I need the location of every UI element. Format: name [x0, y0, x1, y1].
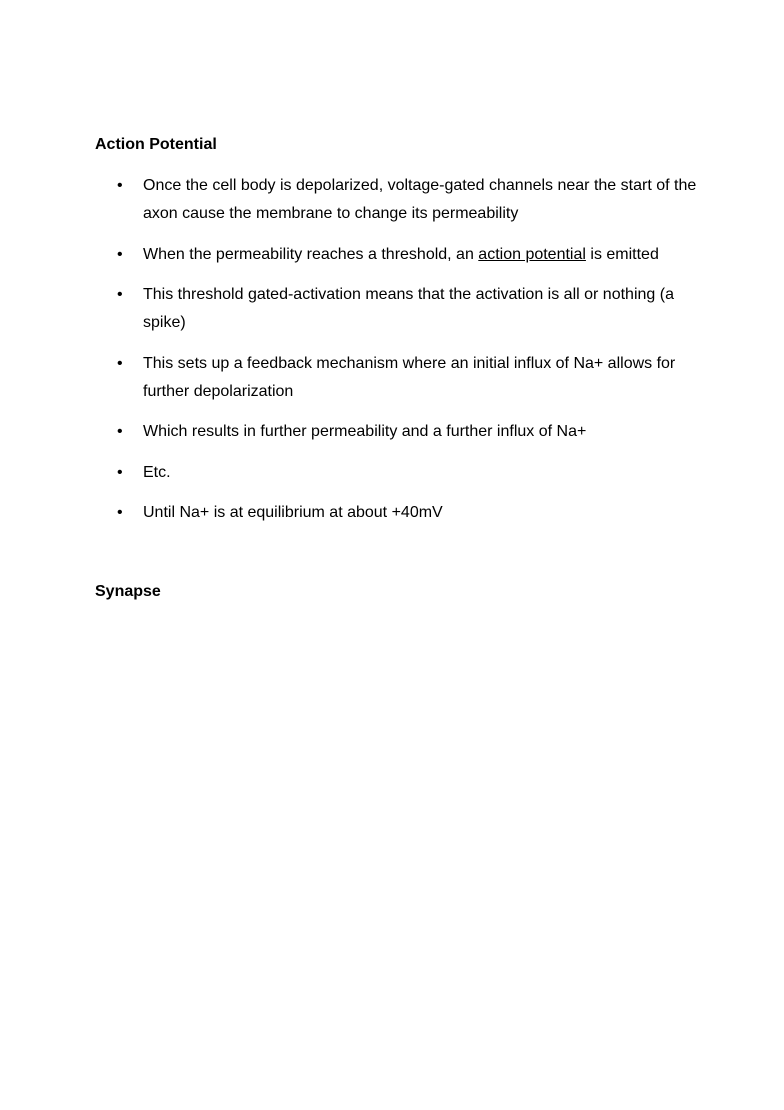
section-heading-action-potential: Action Potential: [95, 136, 217, 153]
bullet-icon: •: [117, 463, 123, 481]
list-item: [0, 350, 703, 406]
section-heading-synapse: Synapse: [95, 583, 161, 600]
list-item: [0, 241, 703, 269]
list-item: [0, 281, 703, 337]
bullet-icon: •: [117, 245, 123, 263]
underlined-term: action potential: [478, 245, 586, 263]
list-item: [0, 499, 703, 527]
bullet-icon: •: [117, 177, 123, 194]
list-item: [0, 172, 703, 228]
list-item-text: Until Na+ is at equilibrium at about +40mV: [143, 504, 443, 521]
list-item-text: Which results in further permeability and a further influx of Na+: [143, 423, 587, 440]
list-item-text: This threshold gated-activation means that the activation is all or nothing (a spike): [143, 286, 674, 331]
bullet-list: [0, 172, 784, 540]
bullet-icon: •: [117, 354, 123, 372]
list-item-text-before: When the permeability reaches a threshold, an: [143, 245, 479, 263]
list-item-text: Once the cell body is depolarized, voltage-gated channels near the start of the axon cause the membrane to change its permeability: [143, 177, 697, 222]
list-item: [0, 459, 703, 487]
bullet-icon: •: [117, 286, 123, 303]
bullet-icon: •: [117, 504, 123, 521]
list-item-text: Etc.: [143, 463, 171, 481]
list-item-text-after: is emitted: [585, 245, 659, 263]
bullet-icon: •: [117, 423, 123, 440]
list-item: [0, 418, 703, 446]
list-item-text: This sets up a feedback mechanism where an initial influx of Na+ allows for further depolarization: [143, 354, 676, 400]
